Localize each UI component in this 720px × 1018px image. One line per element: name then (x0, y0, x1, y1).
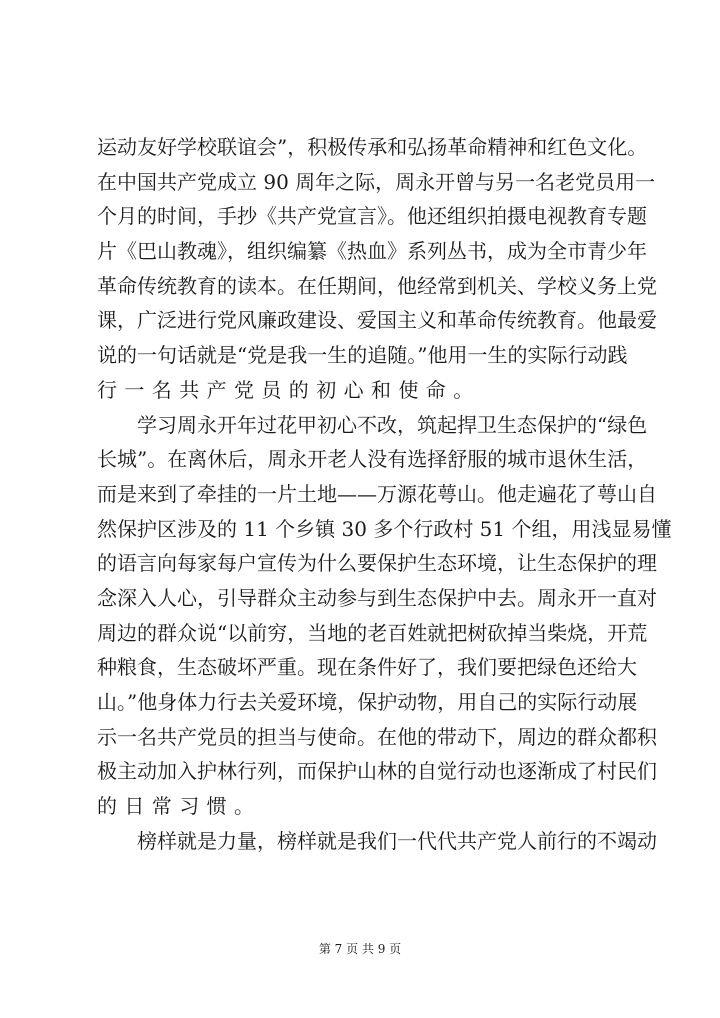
text-line: 个月的时间，手抄《共产党宣言》。他还组织拍摄电视教育专题 (97, 204, 647, 229)
text-line: 的语言向每家每户宣传为什么要保护生态环境，让生态保护的理 (97, 551, 657, 576)
text-line: 革命传统教育的读本。在任期间，他经常到机关、学校义务上党 (97, 273, 657, 298)
text-line: 学习周永开年过花甲初心不改，筑起捍卫生态保护的“绿色 (137, 412, 648, 437)
text-line: 行一名共产党员的初心和使命。 (97, 377, 481, 402)
document-body (97, 130, 672, 858)
text-line: 种粮食，生态破坏严重。现在条件好了，我们要把绿色还给大 (97, 655, 637, 680)
text-line: 榜样就是力量，榜样就是我们一代代共产党人前行的不竭动 (137, 828, 657, 853)
text-line: 示一名共产党员的担当与使命。在他的带动下，周边的群众都积 (97, 724, 657, 749)
text-line: 在中国共产党成立 90 周年之际，周永开曾与另一名老党员用一 (97, 169, 656, 194)
text-line: 说的一句话就是“党是我一生的追随。”他用一生的实际行动践 (97, 343, 628, 368)
text-line: 而是来到了牵挂的一片土地——万源花萼山。他走遍花了萼山自 (97, 481, 657, 506)
text-line: 极主动加入护林行列，而保护山林的自觉行动也逐渐成了村民们 (97, 759, 657, 784)
text-line: 运动友好学校联谊会”，积极传承和弘扬革命精神和红色文化。 (97, 135, 648, 159)
text-line: 片《巴山教魂》，组织编纂《热血》系列丛书，成为全市青少年 (97, 239, 647, 264)
text-line: 周边的群众说“以前穷，当地的老百姓就把树砍掉当柴烧，开荒 (97, 620, 648, 645)
text-line: 课，广泛进行党风廉政建设、爱国主义和革命传统教育。他最爱 (97, 308, 657, 333)
text-line: 山。”他身体力行去关爱环境，保护动物，用自己的实际行动展 (97, 690, 638, 714)
text-line: 长城”。在离休后，周永开老人没有选择舒服的城市退休生活， (97, 447, 648, 472)
text-line: 的日常习惯。 (97, 794, 262, 819)
text-line: 念深入人心，引导群众主动参与到生态保护中去。周永开一直对 (97, 585, 657, 610)
page-number-footer: 第 7 页 共 9 页 (318, 942, 402, 956)
text-line: 然保护区涉及的 11 个乡镇 30 多个行政村 51 个组，用浅显易懂 (97, 516, 672, 541)
